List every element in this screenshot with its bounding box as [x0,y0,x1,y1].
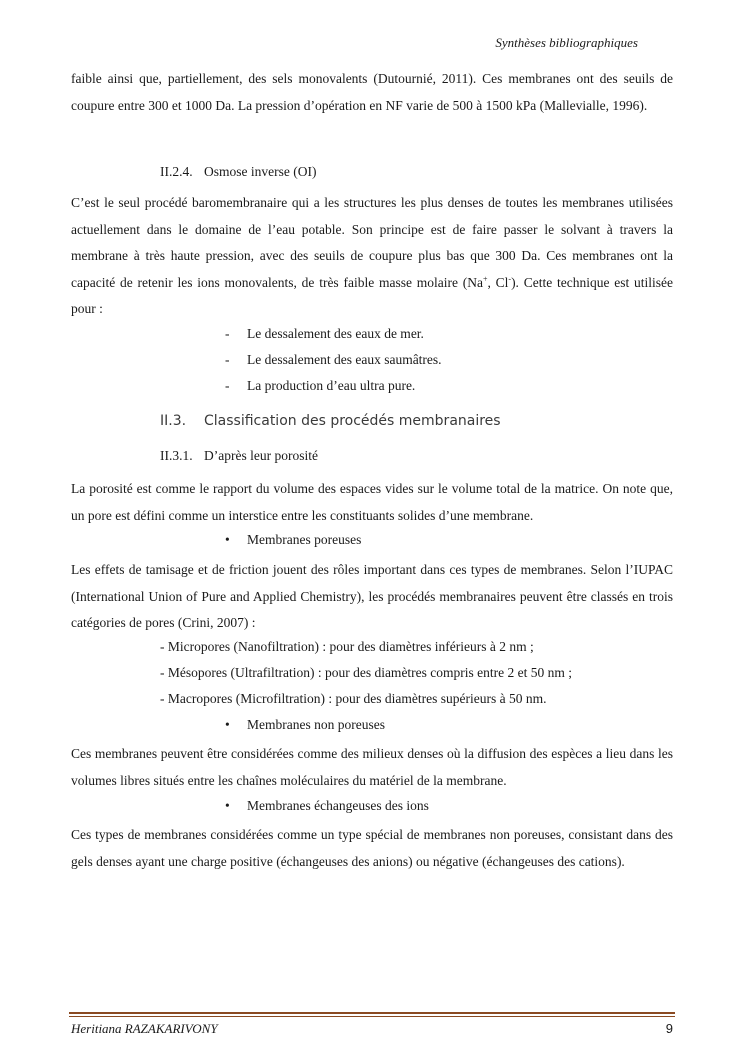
paragraph-denses: Ces membranes peuvent être considérées comme des milieux denses où la diffusion des espèces a lieu dans les volumes libres situés entre les chaînes moléculaires du matériel de la membrane. [71,746,673,788]
pore-category-item: - Macropores (Microfiltration) : pour des diamètres supérieurs à 50 nm. [160,691,547,706]
footer-author: Heritiana RAZAKARIVONY [71,1021,218,1036]
section-heading-2-3: II.3. Classification des procédés membranaires [160,413,501,429]
paragraph-osmose: C’est le seul procédé baromembranaire qui a les structures les plus denses de toutes les membranes utilisées actuellement dans le domaine de l’eau potable. Son principe est de faire passer le solvant à travers la membrane à très haute pression, avec des seuils de coupure plus bas que 300 Da. Ces membranes ont la capacité de retenir les ions monovalents, de très faible masse molaire (Na+, Cl-). Cette technique est utilisée pour : [71,195,673,316]
bullet-item-membranes-non-poreuses: • Membranes non poreuses [225,717,385,732]
bullet-item-membranes-echangeuses: • Membranes échangeuses des ions [225,798,429,813]
list-item: - La production d’eau ultra pure. [225,378,416,393]
list-item: - Le dessalement des eaux saumâtres. [225,352,442,367]
paragraph-echangeuses: Ces types de membranes considérées comme un type spécial de membranes non poreuses, consistant dans des gels denses ayant une charge positive (échangeuses des anions) ou négative (échangeuses des cations). [71,827,673,869]
section-heading-2-3-1: II.3.1. D’après leur porosité [160,448,318,463]
footer-rule [69,1012,675,1014]
paragraph-intro: faible ainsi que, partiellement, des sels monovalents (Dutournié, 2011). Ces membranes ont des seuils de coupure entre 300 et 1000 Da. La pression d’opération en NF varie de 500 à 1500 kPa (Mallevialle, 1996). [71,71,673,113]
page-number: 9 [665,1021,673,1036]
paragraph-tamisage: Les effets de tamisage et de friction jouent des rôles important dans ces types de membranes. Selon l’IUPAC (International Union of Pure and Applied Chemistry), les procédés membranaires peuvent être classés en trois catégories de pores (Crini, 2007) : [71,562,673,630]
list-item: - Le dessalement des eaux de mer. [225,326,424,341]
pore-category-item: - Micropores (Nanofiltration) : pour des diamètres inférieurs à 2 nm ; [160,639,534,654]
section-heading-2-2-4: II.2.4. Osmose inverse (OI) [160,164,317,179]
footer-rule-thin [69,1016,675,1017]
paragraph-porosite: La porosité est comme le rapport du volume des espaces vides sur le volume total de la matrice. On note que, un pore est défini comme un interstice entre les constituants solides d’une membrane. [71,481,673,523]
bullet-item-membranes-poreuses: • Membranes poreuses [225,532,362,547]
pore-category-item: - Mésopores (Ultrafiltration) : pour des diamètres compris entre 2 et 50 nm ; [160,665,573,680]
running-header: Synthèses bibliographiques [495,35,638,50]
